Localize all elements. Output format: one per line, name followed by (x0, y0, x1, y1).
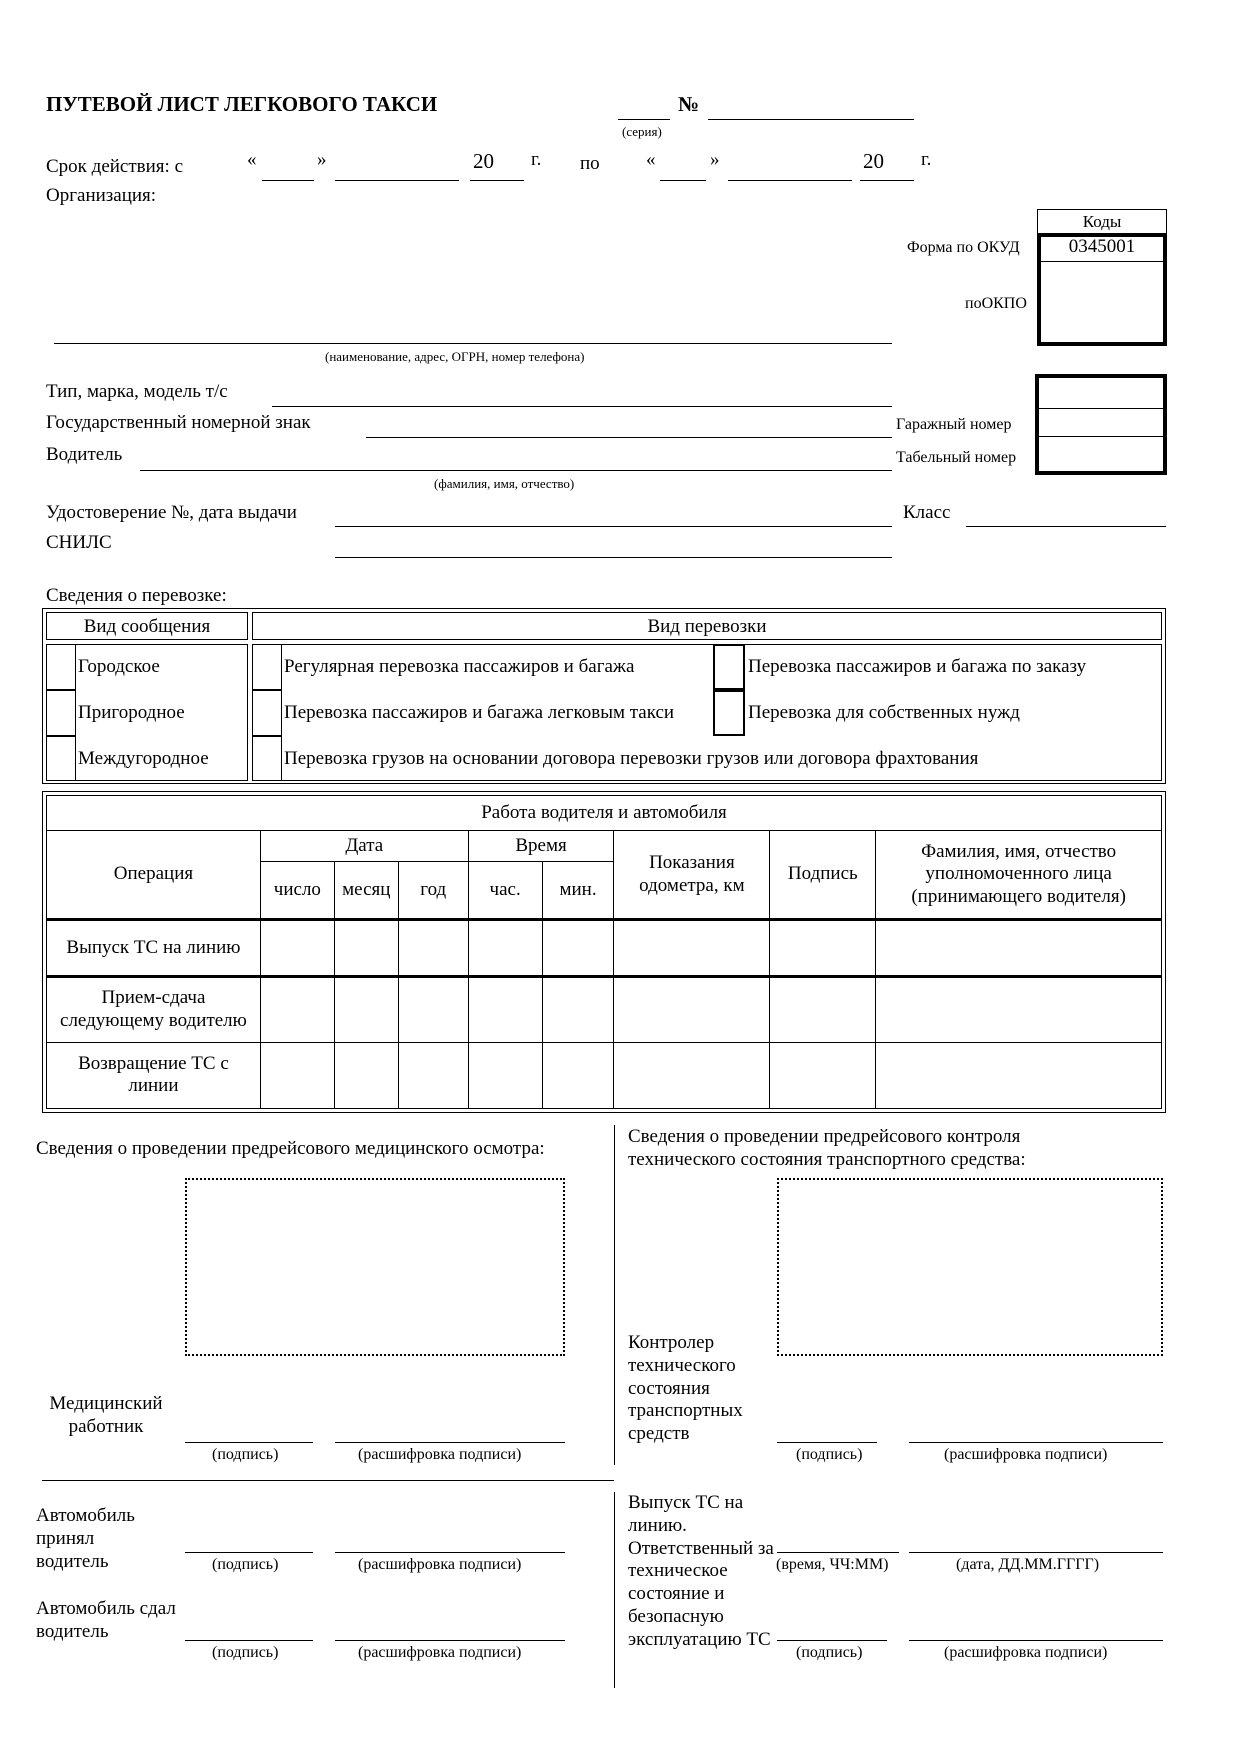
accepted-sign-caption: (подпись) (212, 1556, 279, 1573)
to-month-line[interactable] (728, 180, 852, 181)
col-operation: Операция (47, 831, 261, 920)
cell[interactable] (468, 976, 542, 1042)
snils-line[interactable] (335, 557, 892, 558)
open-quote-2: « (646, 149, 656, 170)
plate-line[interactable] (366, 437, 892, 438)
license-label: Удостоверение №, дата выдачи (46, 502, 297, 523)
vehicle-type-label: Тип, марка, модель т/с (46, 381, 228, 402)
row-label-release: Выпуск ТС на линию (47, 920, 261, 976)
technical-sign-line[interactable] (777, 1442, 877, 1443)
organization-line[interactable] (54, 343, 892, 344)
garage-label: Гаражный номер (896, 416, 1012, 433)
from-month-line[interactable] (335, 180, 459, 181)
handed-label: Автомобиль сдал водитель (36, 1598, 176, 1642)
cell[interactable] (770, 1042, 876, 1108)
garage-divider-2 (1039, 436, 1163, 437)
okpo-label: поОКПО (965, 295, 1027, 312)
kind-header: Вид сообщения (83, 616, 211, 637)
from-year-line[interactable] (470, 180, 524, 181)
organization-label: Организация: (46, 185, 157, 206)
release-sign-line[interactable] (777, 1640, 887, 1641)
type-regular: Регулярная перевозка пассажиров и багажа (284, 656, 635, 677)
col-month: месяц (334, 862, 398, 920)
to-label: по (580, 153, 600, 174)
series-caption: (серия) (622, 124, 662, 139)
cell[interactable] (260, 920, 334, 976)
col-day: число (260, 862, 334, 920)
close-quote: » (317, 149, 327, 170)
type-checkbox-own[interactable] (713, 690, 745, 736)
class-line[interactable] (966, 526, 1166, 527)
technical-title: Сведения о проведении предрейсового контроля технического состояния транспортного средства: (628, 1126, 1026, 1170)
kind-checkbox-intercity[interactable] (46, 736, 76, 781)
series-line[interactable] (618, 119, 670, 120)
cell[interactable] (614, 1042, 770, 1108)
release-label: Выпуск ТС на линию. Ответственный за техническое состояние и безопасную эксплуатацию ТС (628, 1492, 774, 1650)
cell[interactable] (334, 1042, 398, 1108)
kind-intercity: Междугородное (78, 748, 209, 769)
garage-divider-1 (1039, 408, 1163, 409)
medical-decode-line[interactable] (335, 1442, 565, 1443)
col-odometer: Показания одометра, км (614, 831, 770, 920)
to-year-line[interactable] (860, 180, 914, 181)
type-checkbox-cargo[interactable] (252, 736, 282, 781)
type-order: Перевозка пассажиров и багажа по заказу (748, 656, 1087, 677)
release-time-line[interactable] (777, 1552, 899, 1553)
from-day-line[interactable] (262, 180, 314, 181)
cell[interactable] (398, 976, 468, 1042)
col-minute: мин. (542, 862, 614, 920)
cell[interactable] (876, 976, 1162, 1042)
cell[interactable] (614, 976, 770, 1042)
cell[interactable] (876, 920, 1162, 976)
type-checkbox-order[interactable] (713, 644, 745, 690)
open-quote: « (247, 149, 257, 170)
technical-sign-caption: (подпись) (796, 1446, 863, 1463)
medical-stamp-area[interactable] (185, 1178, 565, 1356)
table-row (47, 1042, 1162, 1108)
validity-label: Срок действия: с (46, 156, 183, 177)
type-header: Вид перевозки (647, 616, 767, 637)
cell[interactable] (260, 1042, 334, 1108)
driver-line[interactable] (140, 470, 892, 471)
kind-suburban: Пригородное (78, 702, 185, 723)
okud-value[interactable]: 0345001 (1068, 236, 1136, 257)
driver-caption: (фамилия, имя, отчество) (434, 476, 575, 491)
cell[interactable] (876, 1042, 1162, 1108)
work-table (46, 795, 1162, 1109)
number-line[interactable] (708, 119, 914, 120)
organization-caption: (наименование, адрес, ОГРН, номер телефона) (325, 349, 585, 364)
release-date-line[interactable] (909, 1552, 1163, 1553)
vehicle-type-line[interactable] (272, 406, 892, 407)
type-own: Перевозка для собственных нужд (748, 702, 1020, 723)
from-century: 20 (473, 149, 494, 173)
codes-header: Коды (1082, 212, 1122, 231)
accepted-sign-line[interactable] (185, 1552, 313, 1553)
cell[interactable] (542, 1042, 614, 1108)
kind-checkbox-suburban[interactable] (46, 690, 76, 736)
okud-label: Форма по ОКУД (907, 239, 1020, 256)
accepted-label: Автомобиль принял водитель (36, 1505, 135, 1572)
handed-decode-caption: (расшифровка подписи) (358, 1644, 522, 1661)
table-row (47, 920, 1162, 976)
cell[interactable] (398, 1042, 468, 1108)
cell[interactable] (334, 976, 398, 1042)
transport-section-label: Сведения о перевозке: (46, 585, 227, 606)
number-sign: № (678, 92, 700, 116)
cell[interactable] (770, 976, 876, 1042)
col-hour: час. (468, 862, 542, 920)
cell[interactable] (770, 920, 876, 976)
codes-header-box (1037, 209, 1167, 235)
medical-title: Сведения о проведении предрейсового медицинского осмотра: (36, 1138, 545, 1159)
accepted-decode-line[interactable] (335, 1552, 565, 1553)
handed-decode-line[interactable] (335, 1640, 565, 1641)
handed-sign-caption: (подпись) (212, 1644, 279, 1661)
row-label-return: Возвращение ТС с линии (47, 1042, 261, 1108)
cell[interactable] (468, 1042, 542, 1108)
cell[interactable] (614, 920, 770, 976)
technical-decode-caption: (расшифровка подписи) (944, 1446, 1108, 1463)
kind-checkbox-city[interactable] (46, 644, 76, 690)
from-year-suffix: г. (531, 149, 542, 170)
kind-header-box (46, 612, 248, 640)
medical-worker-label: Медицинский работник (49, 1393, 163, 1437)
release-time-caption: (время, ЧЧ:ММ) (776, 1556, 889, 1573)
col-time: Время (468, 831, 614, 862)
type-taxi: Перевозка пассажиров и багажа легковым такси (284, 702, 675, 723)
cell[interactable] (542, 920, 614, 976)
bottom-divider-lower (614, 1492, 615, 1688)
technical-decode-line[interactable] (909, 1442, 1163, 1443)
col-person: Фамилия, имя, отчество уполномоченного лица (принимающего водителя) (876, 831, 1162, 920)
type-header-box (252, 612, 1162, 640)
cell[interactable] (260, 976, 334, 1042)
okud-divider (1041, 261, 1163, 262)
cell[interactable] (468, 920, 542, 976)
type-checkbox-taxi[interactable] (252, 690, 282, 736)
col-year: год (398, 862, 468, 920)
controller-label: Контролер технического состояния транспортных средств (628, 1332, 743, 1445)
plate-label: Государственный номерной знак (46, 412, 311, 433)
type-checkbox-regular[interactable] (252, 644, 282, 690)
medical-decode-caption: (расшифровка подписи) (358, 1446, 522, 1463)
cell[interactable] (542, 976, 614, 1042)
col-signature: Подпись (770, 831, 876, 920)
medical-bottom-line (42, 1480, 614, 1481)
release-date-caption: (дата, ДД.ММ.ГГГГ) (956, 1556, 1100, 1573)
col-date: Дата (260, 831, 468, 862)
type-cargo: Перевозка грузов на основании договора перевозки грузов или договора фрахтования (284, 748, 979, 769)
class-label: Класс (903, 502, 951, 523)
cell[interactable] (398, 920, 468, 976)
accepted-decode-caption: (расшифровка подписи) (358, 1556, 522, 1573)
snils-label: СНИЛС (46, 532, 112, 553)
table-row (47, 976, 1162, 1042)
license-line[interactable] (335, 526, 892, 527)
cell[interactable] (334, 920, 398, 976)
medical-sign-caption: (подпись) (212, 1446, 279, 1463)
garage-tab-box (1035, 374, 1167, 475)
technical-stamp-area[interactable] (777, 1178, 1163, 1356)
close-quote-2: » (710, 149, 720, 170)
handed-sign-line[interactable] (185, 1640, 313, 1641)
to-year-suffix: г. (921, 149, 932, 170)
release-decode-caption: (расшифровка подписи) (944, 1644, 1108, 1661)
page-title: ПУТЕВОЙ ЛИСТ ЛЕГКОВОГО ТАКСИ (46, 92, 438, 116)
medical-sign-line[interactable] (185, 1442, 313, 1443)
release-decode-line[interactable] (909, 1640, 1163, 1641)
kind-city: Городское (78, 656, 160, 677)
tab-label: Табельный номер (896, 449, 1017, 466)
release-sign-caption: (подпись) (796, 1644, 863, 1661)
to-day-line[interactable] (660, 180, 706, 181)
work-title: Работа водителя и автомобиля (47, 796, 1162, 831)
driver-label: Водитель (46, 444, 123, 465)
to-century: 20 (863, 149, 884, 173)
bottom-divider-upper (614, 1125, 615, 1465)
row-label-handover: Прием-сдача следующему водителю (47, 976, 261, 1042)
